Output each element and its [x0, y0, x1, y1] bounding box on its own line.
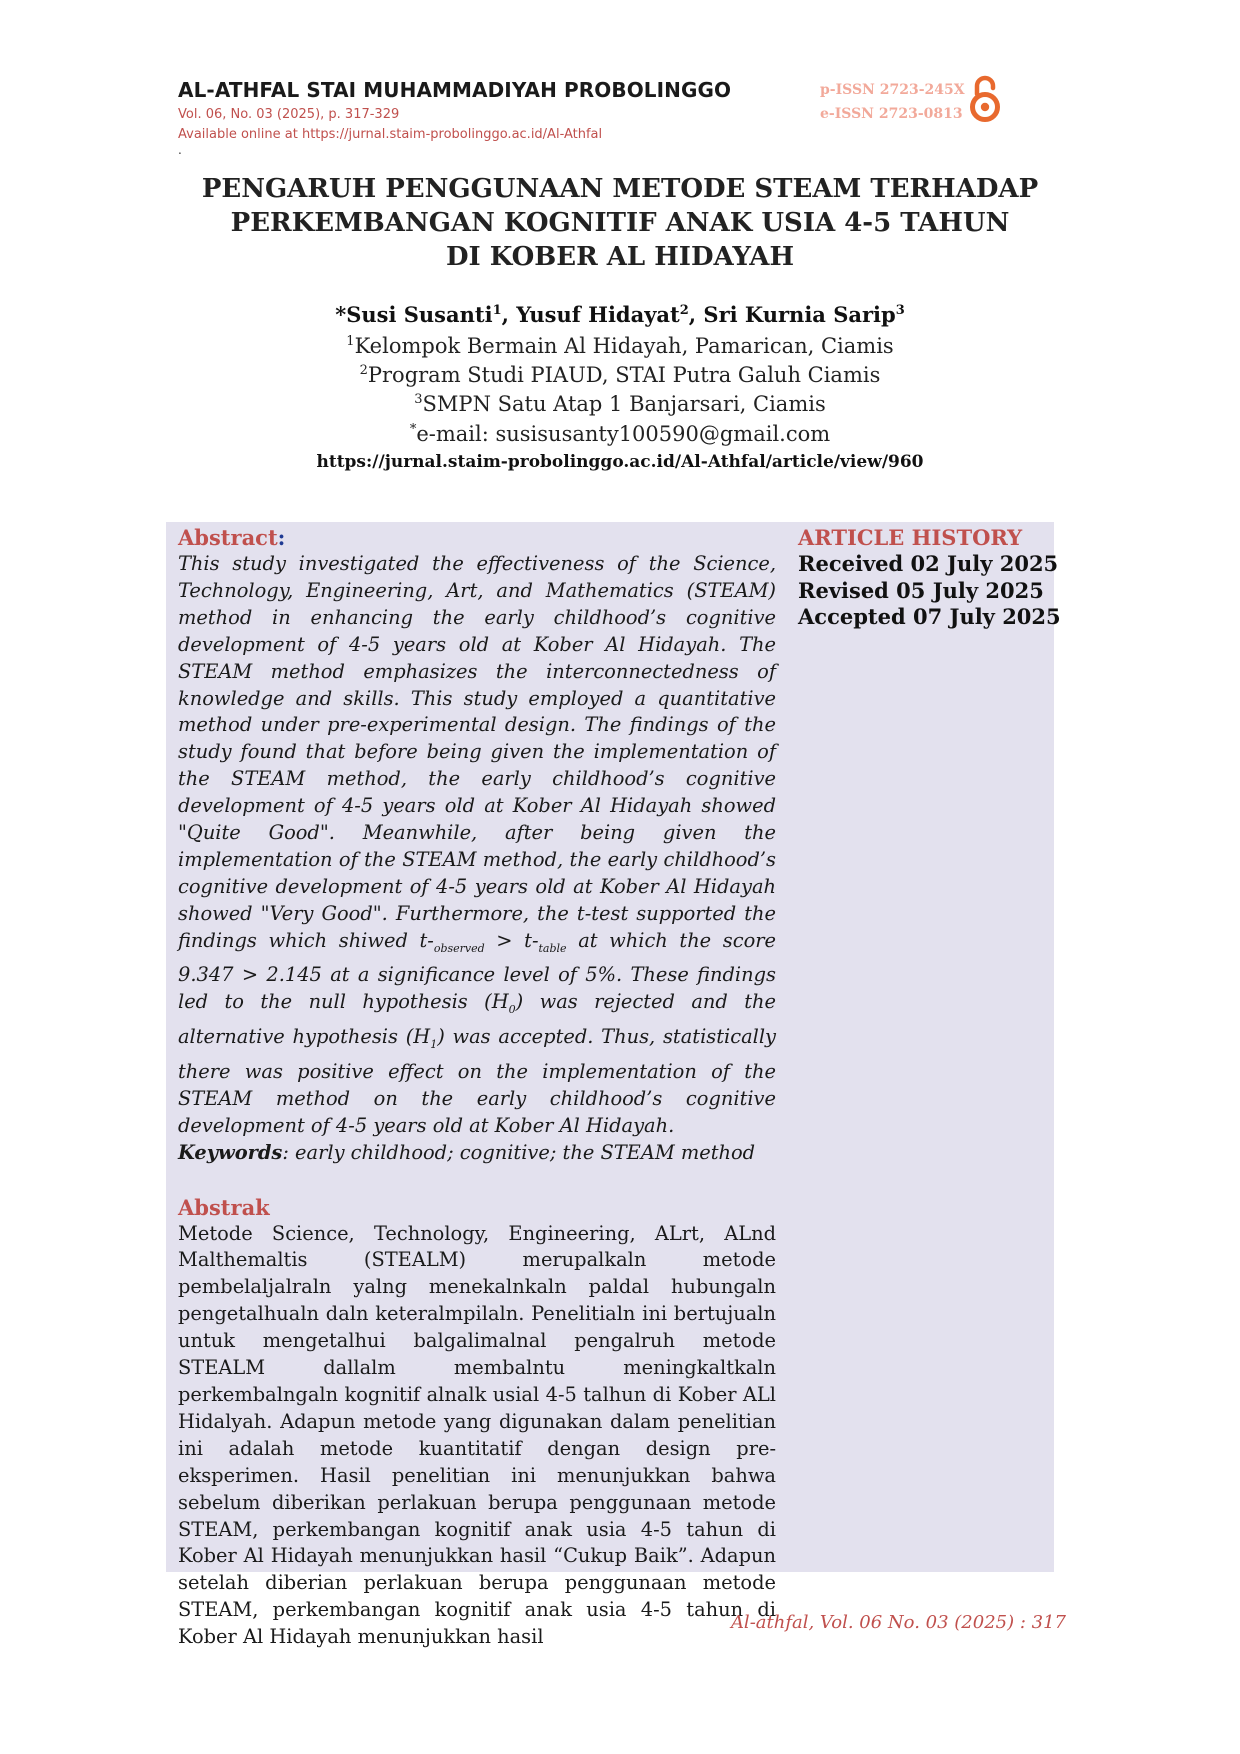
affiliation-3-text: SMPN Satu Atap 1 Banjarsari, Ciamis — [422, 392, 826, 416]
affiliation-2-text: Program Studi PIAUD, STAI Putra Galuh Ciamis — [367, 363, 881, 387]
article-history-title: ARTICLE HISTORY — [798, 525, 1023, 550]
abstract-heading-text: Abstract — [178, 525, 278, 550]
sub-table: table — [538, 941, 567, 955]
abstract-heading — [178, 524, 776, 551]
keywords-label: Keywords — [178, 1140, 283, 1164]
title-line-1: PENGARUH PENGGUNAAN METODE STEAM TERHADAP — [201, 174, 1039, 204]
journal-name: AL-ATHFAL STAI MUHAMMADIYAH PROBOLINGGO — [178, 78, 732, 102]
sub-observed: observed — [433, 941, 485, 955]
affiliation-1-sup: 1 — [346, 334, 355, 349]
affiliation-2-sup: 2 — [359, 363, 368, 378]
affiliation-2 — [130, 363, 1110, 387]
author-3-sup: 3 — [895, 303, 905, 318]
affiliation-3-sup: 3 — [414, 392, 423, 407]
e-issn: e-ISSN 2723-0813 — [820, 106, 963, 122]
abstract-en-part-2: > t- — [484, 928, 539, 952]
sub-h1: 1 — [430, 1038, 438, 1052]
author-2-sup: 2 — [679, 303, 689, 318]
abstract-english-text — [178, 551, 776, 1140]
affiliation-3 — [130, 392, 1110, 416]
email-asterisk: * — [409, 422, 417, 437]
sub-h0: 0 — [508, 1003, 516, 1017]
p-issn: p-ISSN 2723-245X — [820, 82, 965, 98]
abstract-en-part-3: at which the score 9.347 > 2.145 at a significance level of 5%. These findings led to the null hypothesis (H — [178, 928, 776, 1014]
author-list: *Susi Susanti$^1$, Yusuf Hidayat$^2$, Sri Kurnia Sarip$^3$ — [335, 302, 905, 327]
title-line-2: PERKEMBANGAN KOGNITIF ANAK USIA 4-5 TAHUN — [230, 208, 1010, 238]
page-footer: Al-athfal, Vol. 06 No. 03 (2025) : 317 — [730, 1612, 1066, 1633]
affiliation-1 — [130, 334, 1110, 358]
history-received: Received 02 July 2025 — [798, 551, 1059, 576]
open-access-icon — [968, 74, 1002, 124]
article-title — [130, 172, 1110, 274]
keywords — [178, 1140, 776, 1167]
volume-line: Vol. 06, No. 03 (2025), p. 317-329 — [178, 107, 400, 122]
title-line-3: DI KOBER AL HIDAYAH — [445, 242, 795, 272]
abstract-en-part-4: ) was rejected and the alternative hypothesis (H — [178, 990, 776, 1049]
author-1: *Susi Susanti — [335, 302, 493, 327]
header-dot: . — [178, 143, 182, 157]
author-1-sup: 1 — [492, 303, 502, 318]
keywords-text: : early childhood; cognitive; the STEAM method — [282, 1140, 756, 1164]
author-2: Yusuf Hidayat — [516, 302, 680, 327]
affiliation-1-text: Kelompok Bermain Al Hidayah, Pamarican, Ciamis — [354, 334, 894, 358]
history-revised: Revised 05 July 2025 — [798, 577, 1044, 603]
article-history — [798, 524, 1061, 631]
abstract-en-part-5: ) was accepted. Thus, statistically there was positive effect on the implementation of the STEAM method on the early childhood’s cognitive development of 4-5 years old at Kober Al Hidayah. — [178, 1025, 777, 1137]
author-3: Sri Kurnia Sarip — [703, 302, 896, 327]
corresponding-email[interactable] — [130, 422, 1110, 446]
abstrak-heading: Abstrak — [178, 1194, 270, 1220]
abstrak-indonesian-text: Metode Science, Technology, Engineering, ALrt, ALnd Malthemaltis (STEALM) merupalkaln metode pembelaljalraln yalng menekalnkaln paldal hubungaln pengetalhualn daln keteralmpilaln. Penelitialn ini bertujualn untuk mengetalhui balgalimalnal pengalruh metode STEALM dallalm membalntu meningkaltkaln perkembalngaln kognitif alnalk usial 4-5 talhun di Kober ALl Hidalyah. Adapun metode yang digunakan dalam penelitian ini adalah metode kuantitatif dengan design pre- eksperimen. Hasil penelitian ini menunjukkan bahwa sebelum diberikan perlakuan berupa penggunaan metode STEAM, perkembangan kognitif anak usia 4-5 tahun di Kober Al Hidayah menunjukkan hasil “Cukup Baik”. Adapun setelah diberian perlakuan berupa penggunaan metode STEAM, perkembangan kognitif anak usia 4-5 tahun di Kober Al Hidayah menunjukkan hasil — [178, 1221, 776, 1649]
abstract-column — [178, 524, 776, 1651]
available-online-link[interactable]: Available online at https://jurnal.staim-probolinggo.ac.id/Al-Athfal — [178, 127, 603, 142]
email-text[interactable]: e-mail: susisusanty100590@gmail.com — [416, 422, 831, 446]
abstract-en-part-1: This study investigated the effectiveness of the Science, Technology, Engineering, Art, and Mathematics (STEAM) method in enhancing the early childhood’s cognitive development of 4-5 years old at Kober Al Hidayah. The STEAM method emphasizes the interconnectedness of knowledge and skills. This study employed a quantitative method under pre-experimental design. The findings of the study found that before being given the implementation of the STEAM method, the early childhood’s cognitive development of 4-5 years old at Kober Al Hidayah showed "Quite Good". Meanwhile, after being given the implementation of the STEAM method, the early childhood’s cognitive development of 4-5 years old at Kober Al Hidayah showed "Very Good". Furthermore, the t-test supported the findings which shiwed t- — [178, 552, 776, 952]
article-url[interactable]: https://jurnal.staim-probolinggo.ac.id/Al-Athfal/article/view/960 — [316, 452, 924, 472]
history-accepted: Accepted 07 July 2025 — [798, 604, 1061, 629]
abstract-heading-colon: : — [277, 525, 286, 550]
